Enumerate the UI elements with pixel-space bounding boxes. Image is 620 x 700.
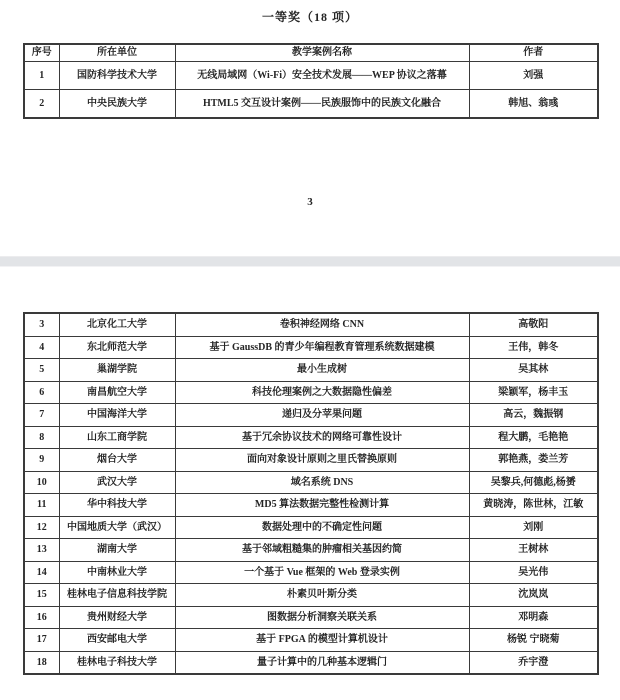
cell-no: 8 bbox=[24, 426, 59, 449]
cell-no: 2 bbox=[24, 90, 59, 119]
cell-case: 基于邻域粗糙集的肿瘤相关基因约简 bbox=[175, 539, 469, 562]
cell-no: 3 bbox=[24, 313, 59, 336]
cell-unit: 南昌航空大学 bbox=[59, 381, 175, 404]
table-row bbox=[24, 62, 598, 90]
cell-case: 科技伦理案例之大数据隐性偏差 bbox=[175, 381, 469, 404]
cell-case: 一个基于 Vue 框架的 Web 登录实例 bbox=[175, 561, 469, 584]
awards-table-body-page4 bbox=[24, 313, 598, 674]
cell-unit: 北京化工大学 bbox=[59, 313, 175, 336]
cell-author: 高敬阳 bbox=[469, 313, 598, 336]
table-row bbox=[24, 629, 598, 652]
cell-no: 17 bbox=[24, 629, 59, 652]
cell-case: 基于 GaussDB 的青少年编程教育管理系统数据建模 bbox=[175, 336, 469, 359]
cell-case: 最小生成树 bbox=[175, 359, 469, 382]
cell-unit: 桂林电子科技大学 bbox=[59, 651, 175, 674]
cell-author: 黄晓涛，陈世林，江敏 bbox=[469, 494, 598, 517]
cell-author: 乔宇澄 bbox=[469, 651, 598, 674]
cell-author: 刘强 bbox=[469, 62, 598, 90]
cell-no: 4 bbox=[24, 336, 59, 359]
table-row bbox=[24, 381, 598, 404]
cell-case: 无线局域网（Wi-Fi）安全技术发展——WEP 协议之落幕 bbox=[175, 62, 469, 90]
cell-no: 15 bbox=[24, 584, 59, 607]
col-header-author: 作者 bbox=[469, 44, 598, 62]
cell-unit: 华中科技大学 bbox=[59, 494, 175, 517]
cell-unit: 武汉大学 bbox=[59, 471, 175, 494]
table-row bbox=[24, 561, 598, 584]
page-number: 3 bbox=[307, 196, 313, 208]
cell-author: 高云，魏振钢 bbox=[469, 404, 598, 427]
awards-table-page3 bbox=[23, 43, 599, 119]
cell-author: 程大鹏，毛艳艳 bbox=[469, 426, 598, 449]
document-page-4 bbox=[0, 267, 620, 700]
cell-no: 1 bbox=[24, 62, 59, 90]
cell-author: 梁颖军，杨丰玉 bbox=[469, 381, 598, 404]
table-row bbox=[24, 90, 598, 119]
col-header-unit: 所在单位 bbox=[59, 44, 175, 62]
cell-unit: 中国地质大学（武汉） bbox=[59, 516, 175, 539]
table-row bbox=[24, 449, 598, 472]
cell-author: 吴黎兵,何德彪,杨赟 bbox=[469, 471, 598, 494]
cell-unit: 山东工商学院 bbox=[59, 426, 175, 449]
cell-case: HTML5 交互设计案例——民族服饰中的民族文化融合 bbox=[175, 90, 469, 119]
table-row bbox=[24, 494, 598, 517]
cell-author: 沈岚岚 bbox=[469, 584, 598, 607]
cell-no: 12 bbox=[24, 516, 59, 539]
table-row bbox=[24, 426, 598, 449]
cell-case: MD5 算法数据完整性检测计算 bbox=[175, 494, 469, 517]
cell-author: 王伟，韩冬 bbox=[469, 336, 598, 359]
cell-no: 6 bbox=[24, 381, 59, 404]
cell-author: 韩旭、翁彧 bbox=[469, 90, 598, 119]
cell-unit: 烟台大学 bbox=[59, 449, 175, 472]
cell-case: 图数据分析洞察关联关系 bbox=[175, 606, 469, 629]
cell-author: 吴光伟 bbox=[469, 561, 598, 584]
cell-no: 16 bbox=[24, 606, 59, 629]
cell-author: 吴其林 bbox=[469, 359, 598, 382]
cell-no: 9 bbox=[24, 449, 59, 472]
col-header-case: 教学案例名称 bbox=[175, 44, 469, 62]
cell-no: 18 bbox=[24, 651, 59, 674]
table-row bbox=[24, 606, 598, 629]
cell-case: 卷积神经网络 CNN bbox=[175, 313, 469, 336]
cell-case: 面向对象设计原则之里氏替换原则 bbox=[175, 449, 469, 472]
cell-unit: 中南林业大学 bbox=[59, 561, 175, 584]
table-header-row bbox=[24, 44, 598, 62]
awards-table-body-page3 bbox=[24, 62, 598, 119]
cell-case: 递归及分苹果问题 bbox=[175, 404, 469, 427]
cell-no: 7 bbox=[24, 404, 59, 427]
page-separator bbox=[0, 256, 620, 267]
table-row bbox=[24, 336, 598, 359]
table-row bbox=[24, 359, 598, 382]
cell-no: 13 bbox=[24, 539, 59, 562]
table-row bbox=[24, 584, 598, 607]
cell-no: 11 bbox=[24, 494, 59, 517]
cell-unit: 中国海洋大学 bbox=[59, 404, 175, 427]
cell-author: 刘刚 bbox=[469, 516, 598, 539]
cell-unit: 东北师范大学 bbox=[59, 336, 175, 359]
cell-unit: 巢湖学院 bbox=[59, 359, 175, 382]
cell-no: 10 bbox=[24, 471, 59, 494]
cell-unit: 贵州财经大学 bbox=[59, 606, 175, 629]
cell-case: 数据处理中的不确定性问题 bbox=[175, 516, 469, 539]
page-title: 一等奖（18 项） bbox=[261, 10, 358, 24]
document-page-3 bbox=[0, 0, 620, 256]
cell-author: 郭艳燕，娄兰芳 bbox=[469, 449, 598, 472]
cell-author: 杨锐 宁晓菊 bbox=[469, 629, 598, 652]
cell-unit: 国防科学技术大学 bbox=[59, 62, 175, 90]
cell-no: 14 bbox=[24, 561, 59, 584]
cell-case: 朴素贝叶斯分类 bbox=[175, 584, 469, 607]
cell-author: 邓明森 bbox=[469, 606, 598, 629]
table-row bbox=[24, 404, 598, 427]
cell-author: 王树林 bbox=[469, 539, 598, 562]
awards-table-page4 bbox=[23, 312, 599, 675]
table-row bbox=[24, 516, 598, 539]
cell-unit: 西安邮电大学 bbox=[59, 629, 175, 652]
col-header-no: 序号 bbox=[24, 44, 59, 62]
cell-case: 量子计算中的几种基本逻辑门 bbox=[175, 651, 469, 674]
cell-case: 基于冗余协议技术的网络可靠性设计 bbox=[175, 426, 469, 449]
cell-case: 基于 FPGA 的模型计算机设计 bbox=[175, 629, 469, 652]
table-row bbox=[24, 471, 598, 494]
cell-unit: 桂林电子信息科技学院 bbox=[59, 584, 175, 607]
cell-no: 5 bbox=[24, 359, 59, 382]
table-row bbox=[24, 539, 598, 562]
cell-case: 域名系统 DNS bbox=[175, 471, 469, 494]
table-row bbox=[24, 313, 598, 336]
table-row bbox=[24, 651, 598, 674]
cell-unit: 中央民族大学 bbox=[59, 90, 175, 119]
cell-unit: 湖南大学 bbox=[59, 539, 175, 562]
